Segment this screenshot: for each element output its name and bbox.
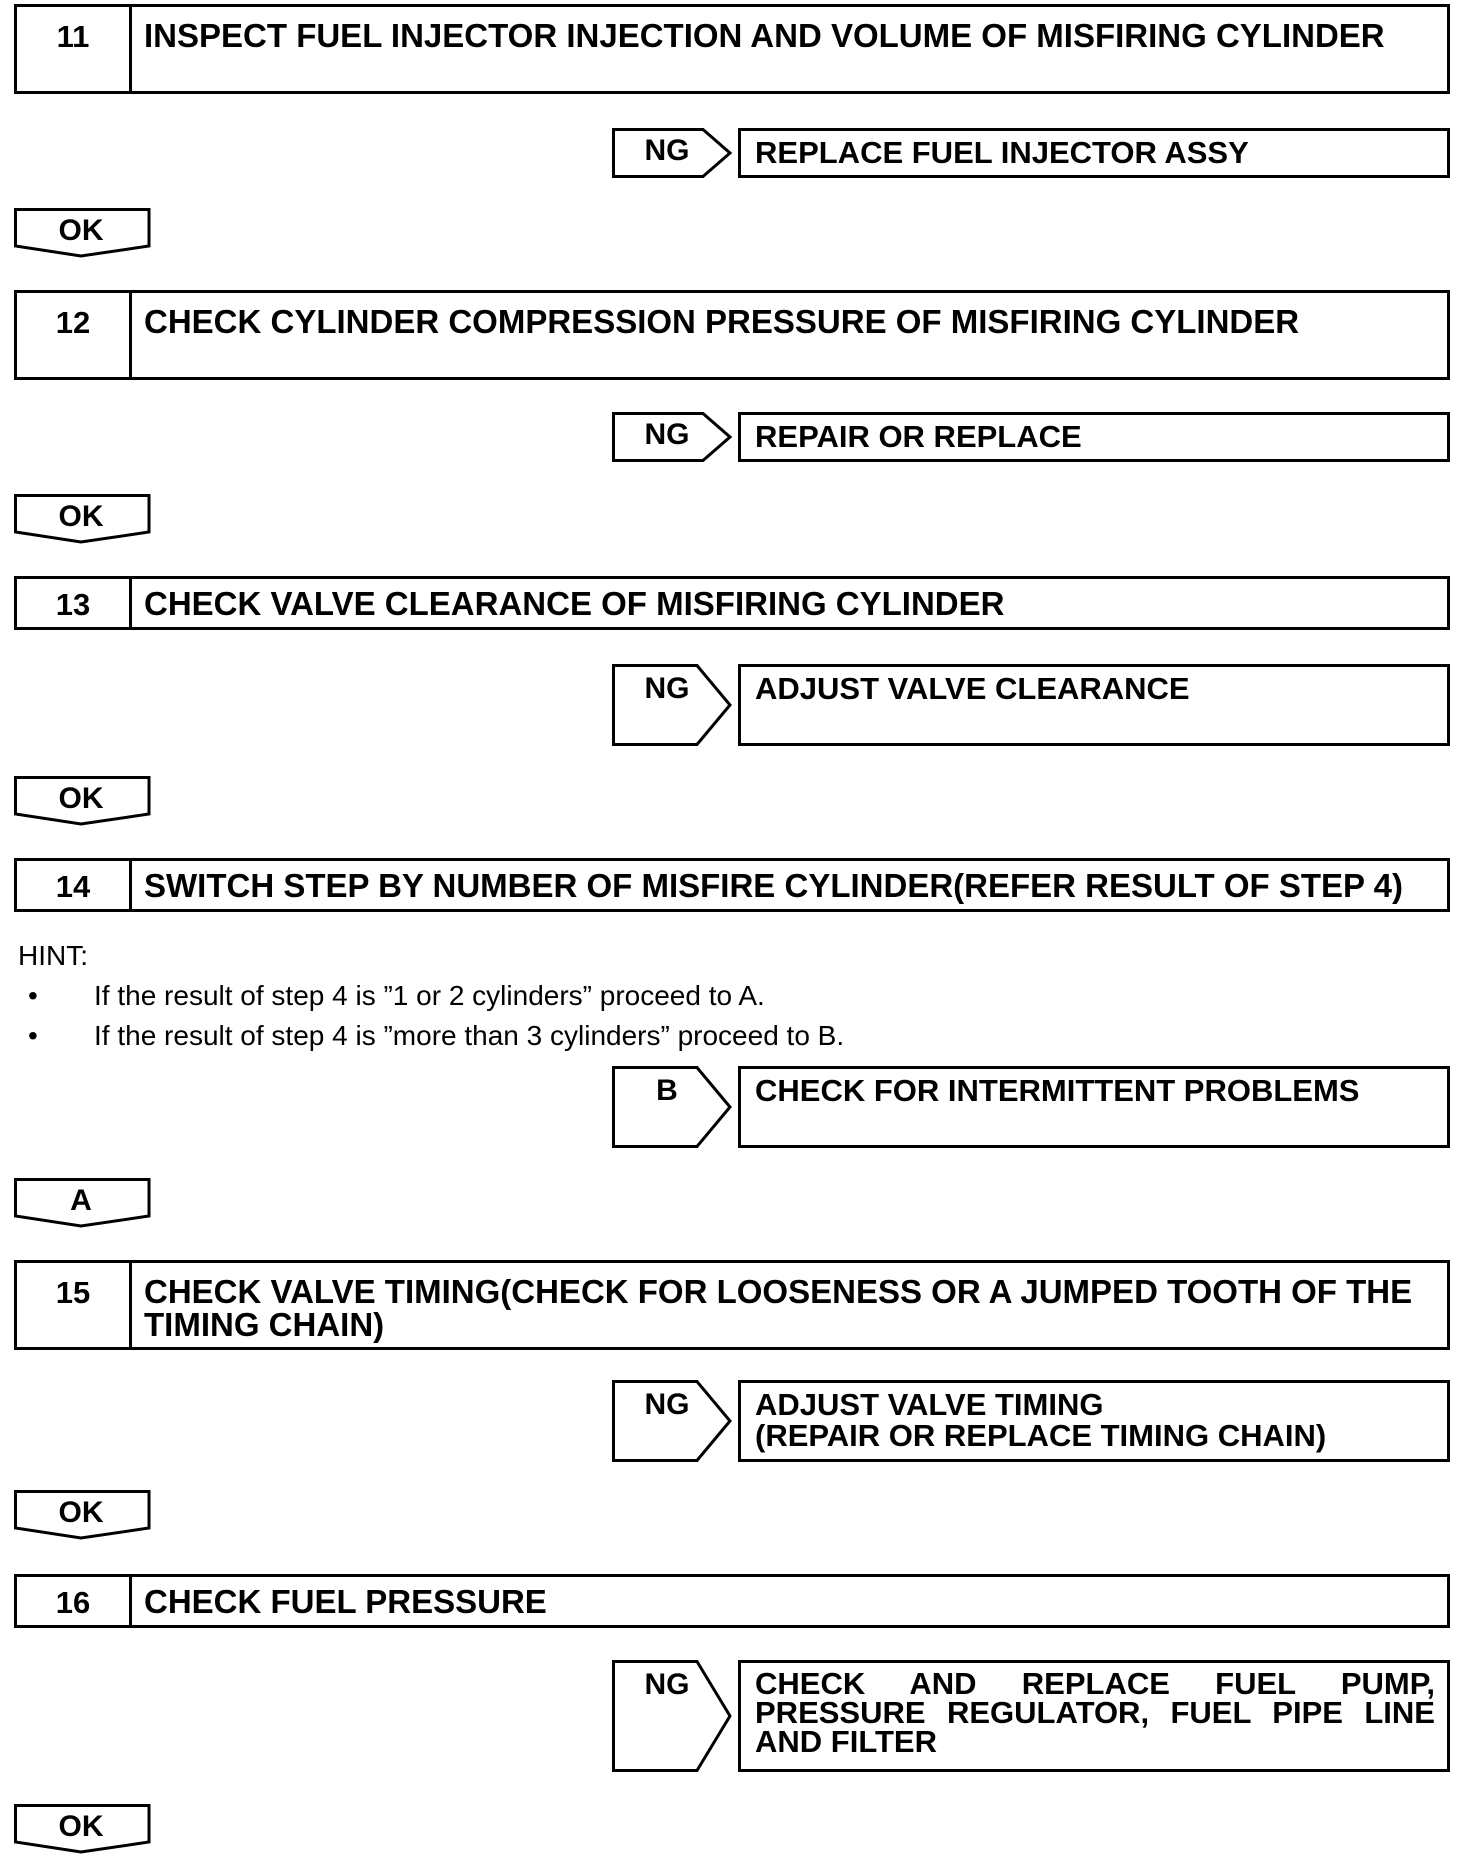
branch-label: NG xyxy=(644,1668,690,1701)
result-text: REPAIR OR REPLACE xyxy=(755,419,1082,454)
step-title: CHECK VALVE CLEARANCE OF MISFIRING CYLINDER xyxy=(144,585,1005,622)
continue-tag-13 xyxy=(14,776,154,826)
result-text: CHECK FOR INTERMITTENT PROBLEMS xyxy=(755,1073,1360,1108)
result-box-13 xyxy=(738,664,1450,746)
step-14-box xyxy=(14,858,1450,912)
continue-tag-12 xyxy=(14,494,154,544)
step-title: CHECK VALVE TIMING(CHECK FOR LOOSENESS OR A JUMPED TOOTH OF THE TIMING CHAIN) xyxy=(144,1273,1413,1343)
b-tag-14 xyxy=(612,1066,732,1148)
ng-tag-12 xyxy=(612,412,732,462)
continue-label: A xyxy=(70,1184,92,1217)
branch-label: B xyxy=(656,1074,678,1107)
step-16-box xyxy=(14,1574,1450,1628)
continue-tag-11 xyxy=(14,208,154,258)
result-box-15 xyxy=(738,1380,1450,1462)
continue-label: OK xyxy=(58,1496,104,1529)
continue-tag-15 xyxy=(14,1490,154,1540)
result-box-12 xyxy=(738,412,1450,462)
continue-label: OK xyxy=(58,500,104,533)
result-text: CHECK AND REPLACE FUEL PUMP, PRESSURE REGULATOR, FUEL PIPE LINE AND FILTER xyxy=(755,1666,1435,1759)
step-number: 14 xyxy=(17,861,132,909)
step-11-box xyxy=(14,4,1450,94)
hint-item-2: If the result of step 4 is ”more than 3 cylinders” proceed to B. xyxy=(94,1020,845,1051)
result-text: REPLACE FUEL INJECTOR ASSY xyxy=(755,135,1249,170)
result-box-14 xyxy=(738,1066,1450,1148)
result-line-2: (REPAIR OR REPLACE TIMING CHAIN) xyxy=(755,1418,1327,1453)
step-number: 16 xyxy=(17,1577,132,1625)
bullet-1: • xyxy=(28,980,38,1011)
branch-label: NG xyxy=(644,134,690,167)
continue-tag-16 xyxy=(14,1804,154,1854)
branch-label: NG xyxy=(644,1388,690,1421)
step-title: SWITCH STEP BY NUMBER OF MISFIRE CYLINDER(REFER RESULT OF STEP 4) xyxy=(144,867,1403,904)
hint-label: HINT: xyxy=(18,940,88,971)
ng-tag-15 xyxy=(612,1380,732,1462)
ng-tag-13 xyxy=(612,664,732,746)
result-text: ADJUST VALVE CLEARANCE xyxy=(755,671,1190,706)
continue-label: OK xyxy=(58,782,104,815)
step-number: 11 xyxy=(17,7,132,91)
bullet-2: • xyxy=(28,1020,38,1051)
hint-item-1: If the result of step 4 is ”1 or 2 cylinders” proceed to A. xyxy=(94,980,765,1011)
branch-label: NG xyxy=(644,672,690,705)
result-box-16 xyxy=(738,1660,1450,1772)
step-number: 13 xyxy=(17,579,132,627)
step-13-box xyxy=(14,576,1450,630)
step-15-box xyxy=(14,1260,1450,1350)
ng-tag-11 xyxy=(612,128,732,178)
ng-tag-16 xyxy=(612,1660,732,1772)
branch-label: NG xyxy=(644,418,690,451)
step-title: INSPECT FUEL INJECTOR INJECTION AND VOLUME OF MISFIRING CYLINDER xyxy=(144,17,1385,54)
step-number: 12 xyxy=(17,293,132,377)
step-title: CHECK CYLINDER COMPRESSION PRESSURE OF MISFIRING CYLINDER xyxy=(144,303,1300,340)
step-12-box xyxy=(14,290,1450,380)
result-box-11 xyxy=(738,128,1450,178)
step-title: CHECK FUEL PRESSURE xyxy=(144,1583,547,1620)
continue-label: OK xyxy=(58,214,104,247)
step-number: 15 xyxy=(17,1263,132,1347)
continue-tag-14 xyxy=(14,1178,154,1228)
result-line-1: ADJUST VALVE TIMING xyxy=(755,1387,1104,1422)
continue-label: OK xyxy=(58,1810,104,1843)
